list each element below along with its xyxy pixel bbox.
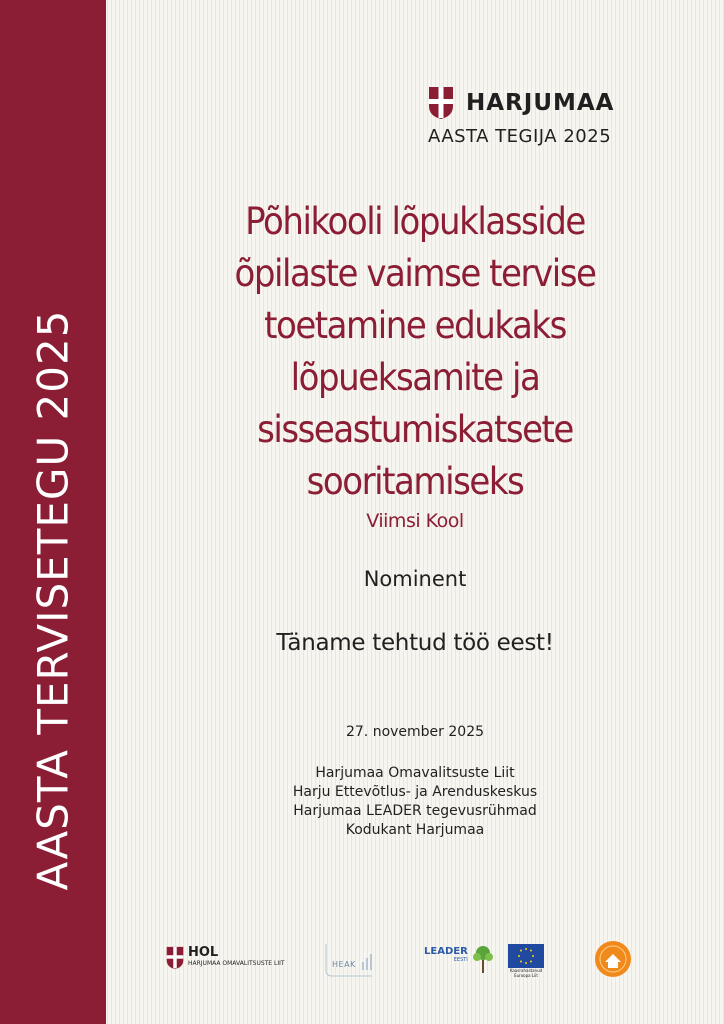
sidebar-band [0, 0, 106, 1024]
organizers-list [106, 764, 724, 840]
award-title [131, 196, 700, 508]
leader-tree-icon [472, 944, 494, 974]
title-line: lõpueksamite ja [290, 356, 540, 399]
organizer-item: Harjumaa LEADER tegevusrühmad [293, 803, 537, 819]
eu-caption-line: Kaasrahastanud [509, 968, 543, 973]
leader-logo [424, 946, 468, 963]
hol-logo-name: HOL [188, 945, 219, 960]
brand-subtitle: AASTA TEGIJA 2025 [428, 126, 612, 147]
school-name: Viimsi Kool [366, 510, 464, 532]
heak-logo-text: HEAK [332, 960, 356, 969]
hol-shield-icon [166, 946, 184, 970]
heak-logo-mark [322, 940, 378, 978]
award-date: 27. november 2025 [345, 724, 485, 740]
leader-logo-subtitle: EESTI [453, 957, 468, 963]
organizer-item: Kodukant Harjumaa [345, 822, 485, 838]
nominee-status: Nominent [363, 567, 467, 591]
kodukant-logo [594, 940, 632, 978]
hol-logo-subtitle: HARJUMAA OMAVALITSUSTE LIIT [188, 960, 285, 967]
leader-logo-name: LEADER [424, 946, 468, 957]
eu-caption-line: Euroopa Liit [514, 973, 538, 978]
hol-logo [166, 946, 285, 970]
title-line: Põhikooli lõpuklasside [245, 200, 585, 243]
organizer-item: Harjumaa Omavalitsuste Liit [315, 765, 515, 781]
thanks-message: Täname tehtud töö eest! [276, 630, 554, 656]
harjumaa-brand [428, 86, 614, 147]
title-line: toetamine edukaks [264, 304, 566, 347]
organizer-item: Harju Ettevõtlus- ja Arenduskeskus [292, 784, 538, 800]
partner-logos [106, 936, 724, 986]
heak-logo [322, 940, 378, 978]
eu-caption [506, 968, 546, 978]
title-line: sisseastumiskatsete [257, 408, 573, 451]
brand-name: HARJUMAA [466, 90, 615, 116]
title-line: sooritamiseks [306, 460, 524, 503]
sidebar-vertical-title: AASTA TERVISETEGU 2025 [28, 309, 78, 891]
harjumaa-shield-icon [428, 86, 454, 120]
title-line: õpilaste vaimse tervise [234, 252, 596, 295]
